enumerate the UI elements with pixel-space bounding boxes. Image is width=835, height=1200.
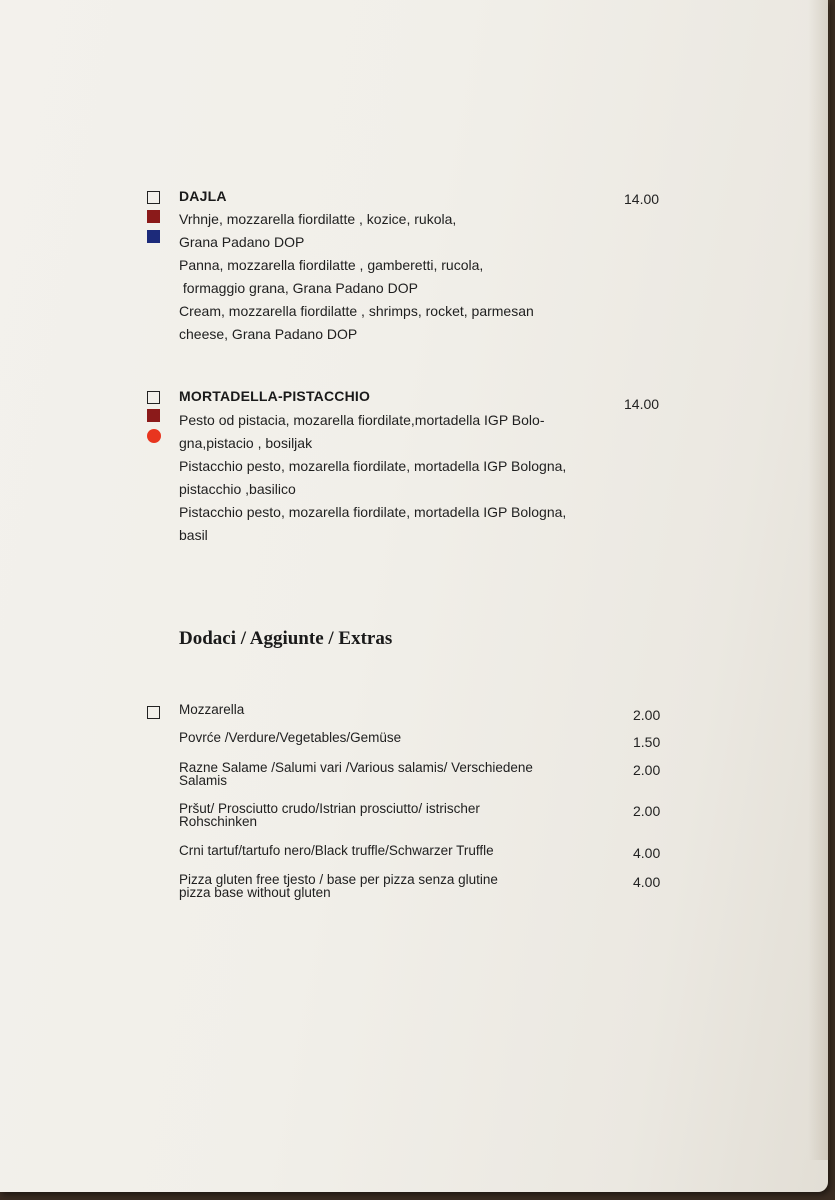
description-line: Pistacchio pesto, mozarella fiordilate, mortadella IGP Bologna, <box>179 504 567 520</box>
red-square-icon <box>147 409 160 422</box>
extra-label <box>179 731 599 744</box>
extra-label-line: Razne Salame /Salumi vari /Various salamis/ Verschiedene <box>179 760 533 775</box>
orange-dot-icon <box>147 429 161 443</box>
extra-price: 2.00 <box>633 707 661 723</box>
extra-price: 4.00 <box>633 845 661 861</box>
extra-price: 2.00 <box>633 762 661 778</box>
description-line: formaggio grana, Grana Padano DOP <box>179 280 418 296</box>
description-line: Grana Padano DOP <box>179 234 305 250</box>
item-name: MORTADELLA-PISTACCHIO <box>179 388 371 404</box>
red-square-icon <box>147 210 160 223</box>
extra-label <box>179 802 599 828</box>
description-line: Panna, mozzarella fiordilatte , gamberetti, rucola, <box>179 257 484 273</box>
extra-label-line: pizza base without gluten <box>179 885 331 900</box>
description-line: Vrhnje, mozzarella fiordilatte , kozice, rukola, <box>179 211 457 227</box>
checkbox-icon[interactable] <box>147 706 160 719</box>
extra-label-line: Crni tartuf/tartufo nero/Black truffle/Schwarzer Truffle <box>179 843 494 858</box>
description-line: Pesto od pistacia, mozarella fiordilate,mortadella IGP Bolo- <box>179 412 545 428</box>
extra-label <box>179 761 599 787</box>
description-line: Cream, mozzarella fiordilatte , shrimps, rocket, parmesan <box>179 303 534 319</box>
extra-label-line: Rohschinken <box>179 814 258 829</box>
page-edge-shadow <box>808 0 830 1160</box>
description-line: Pistacchio pesto, mozarella fiordilate, mortadella IGP Bologna, <box>179 458 567 474</box>
extra-price: 2.00 <box>633 803 661 819</box>
description-line: gna,pistacio , bosiljak <box>179 435 313 451</box>
item-price: 14.00 <box>624 396 660 412</box>
item-price: 14.00 <box>624 191 660 207</box>
checkbox-icon[interactable] <box>147 391 160 404</box>
description-line: basil <box>179 527 208 543</box>
extra-label <box>179 873 599 899</box>
extra-label <box>179 844 599 857</box>
extras-section-title: Dodaci / Aggiunte / Extras <box>179 628 393 649</box>
item-description <box>179 208 599 346</box>
extra-price: 4.00 <box>633 874 661 890</box>
extra-label-line: Salamis <box>179 773 228 788</box>
description-line: cheese, Grana Padano DOP <box>179 326 358 342</box>
item-name: DAJLA <box>179 188 227 204</box>
checkbox-icon[interactable] <box>147 191 160 204</box>
extra-label-line: Pizza gluten free tjesto / base per pizza senza glutine <box>179 872 498 887</box>
extra-label-line: Pršut/ Prosciutto crudo/Istrian prosciutto/ istrischer <box>179 801 480 816</box>
description-line: pistacchio ,basilico <box>179 481 296 497</box>
blue-square-icon <box>147 230 160 243</box>
extra-label <box>179 703 599 716</box>
extra-label-line: Mozzarella <box>179 702 245 717</box>
item-description <box>179 409 599 547</box>
extra-label-line: Povrće /Verdure/Vegetables/Gemüse <box>179 730 402 745</box>
extra-price: 1.50 <box>633 734 661 750</box>
